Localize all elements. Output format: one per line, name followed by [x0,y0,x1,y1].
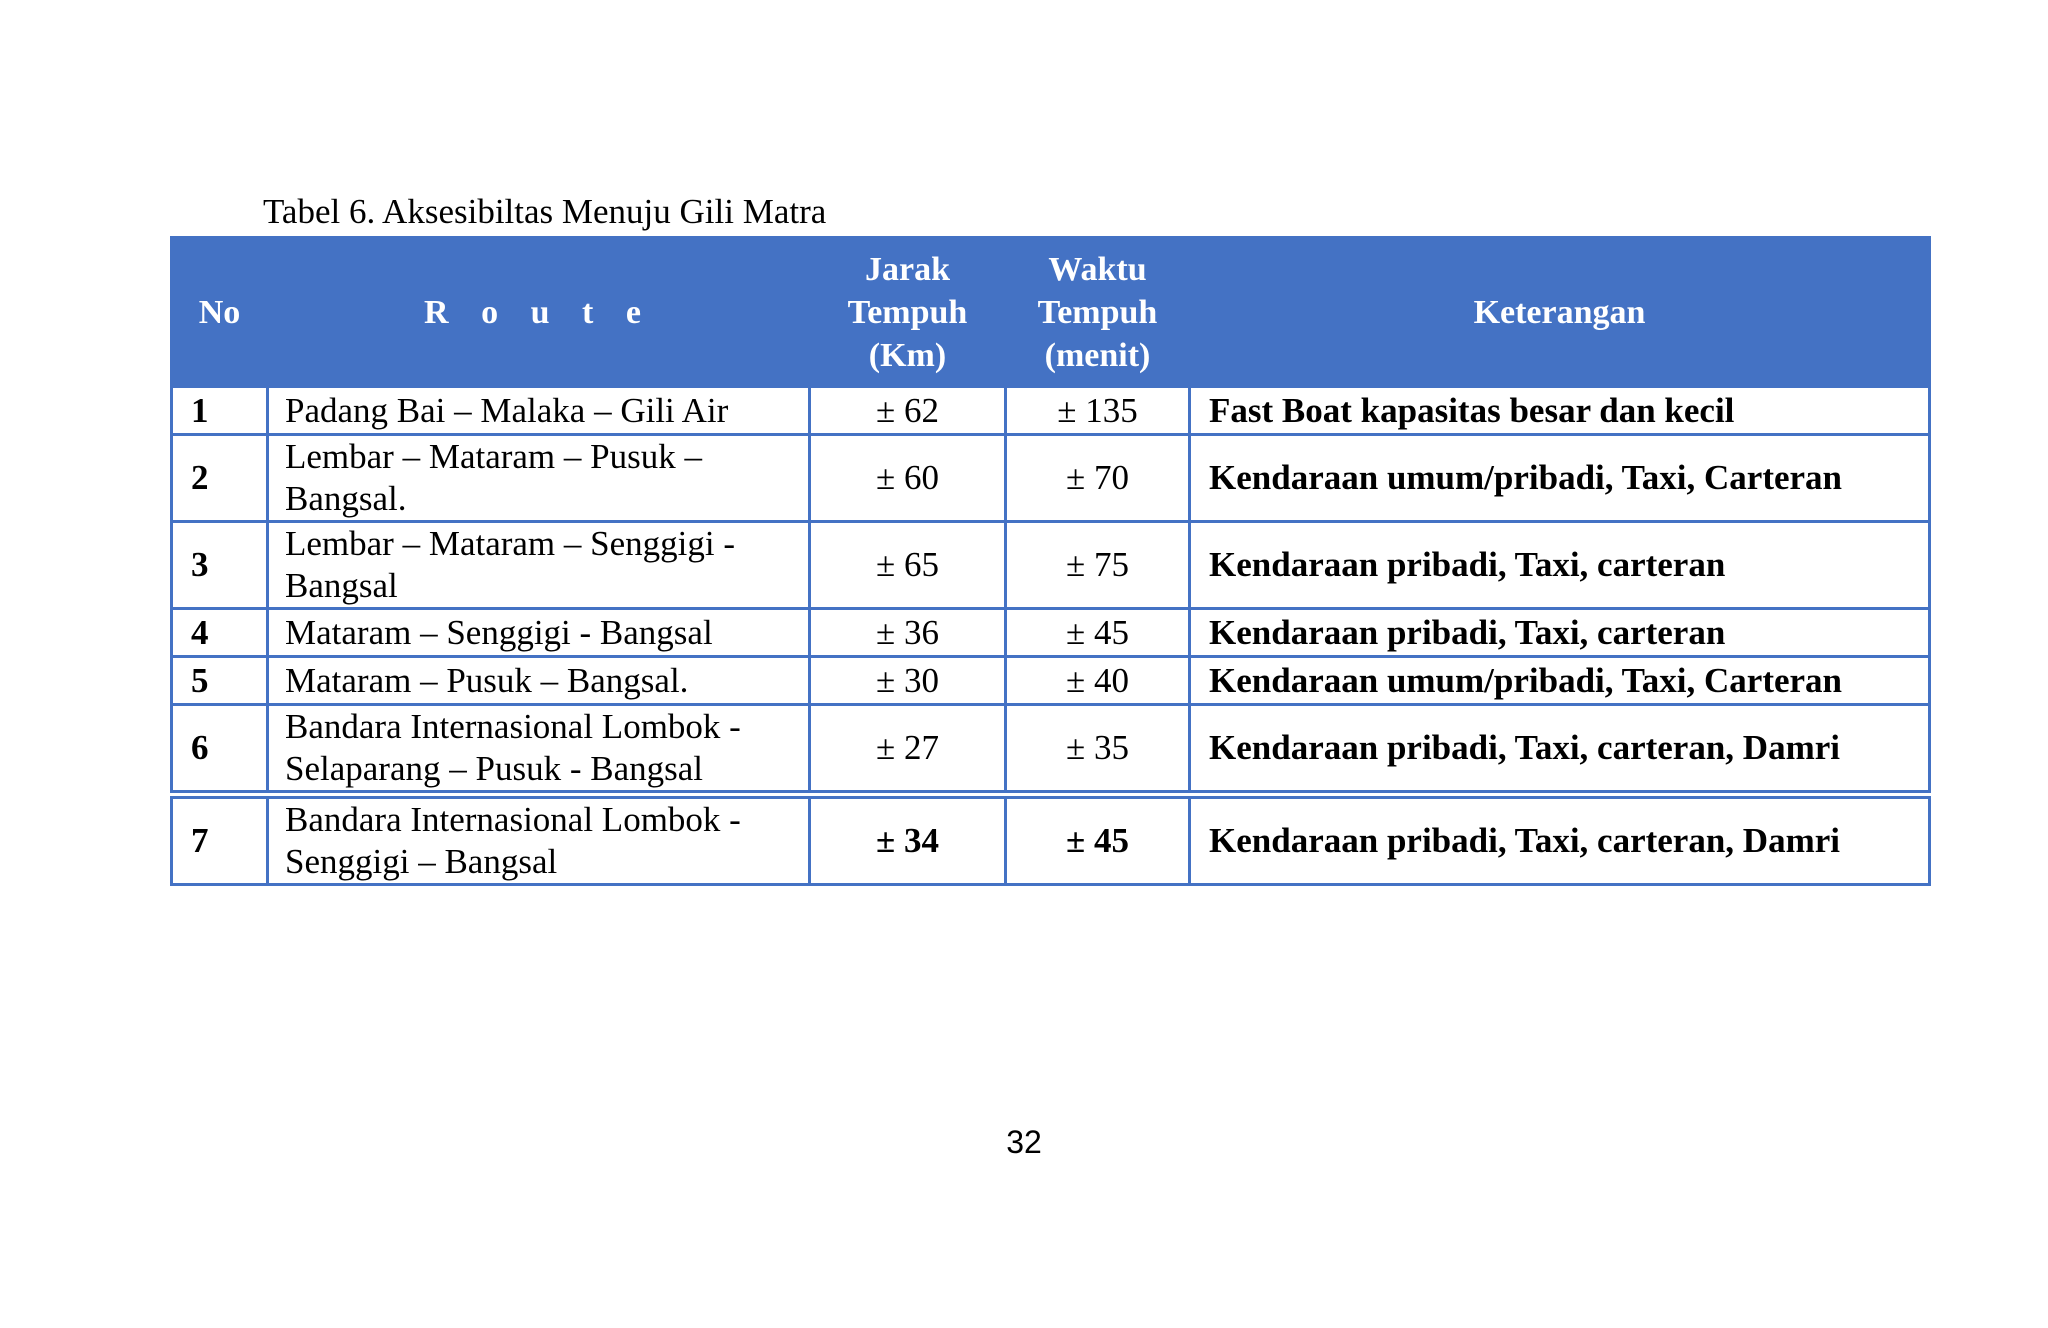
cell-no: 4 [172,609,268,657]
table-row [172,435,1930,522]
table-row [172,609,1930,657]
cell-route-line: Mataram – Senggigi - Bangsal [285,612,713,652]
cell-route [268,522,810,609]
header-jarak-line: Jarak [865,250,950,288]
cell-route [268,705,810,795]
cell-route-line: Lembar – Mataram – Senggigi - [285,524,736,563]
header-jarak-line: Tempuh [847,293,968,331]
cell-jarak: ± 27 [810,705,1006,795]
cell-route-line: Bangsal [285,566,398,605]
accessibility-table-container [170,236,1928,886]
cell-keterangan: Kendaraan pribadi, Taxi, carteran, Damri [1190,795,1930,885]
cell-waktu: ± 40 [1006,657,1190,705]
header-route: R o u t e [268,238,810,387]
cell-no: 5 [172,657,268,705]
header-jarak [810,238,1006,387]
cell-waktu: ± 75 [1006,522,1190,609]
cell-route-line: Bandara Internasional Lombok - [285,707,741,746]
cell-route-line: Bangsal. [285,479,407,518]
header-keterangan: Keterangan [1190,238,1930,387]
cell-route [268,435,810,522]
accessibility-table [170,236,1931,886]
cell-keterangan: Kendaraan umum/pribadi, Taxi, Carteran [1190,657,1930,705]
cell-route [268,657,810,705]
cell-no: 7 [172,795,268,885]
table-header-row [172,238,1930,387]
cell-waktu: ± 35 [1006,705,1190,795]
cell-route [268,795,810,885]
cell-route [268,387,810,435]
cell-jarak: ± 30 [810,657,1006,705]
cell-route-line: Mataram – Pusuk – Bangsal. [285,660,689,700]
cell-jarak: ± 62 [810,387,1006,435]
cell-no: 2 [172,435,268,522]
table-row [172,522,1930,609]
cell-waktu: ± 135 [1006,387,1190,435]
header-jarak-line: (Km) [868,336,947,374]
cell-keterangan: Kendaraan pribadi, Taxi, carteran [1190,609,1930,657]
cell-no: 1 [172,387,268,435]
header-waktu-line: (menit) [1044,336,1151,374]
cell-no: 3 [172,522,268,609]
cell-keterangan: Kendaraan pribadi, Taxi, carteran, Damri [1190,705,1930,795]
cell-waktu: ± 45 [1006,795,1190,885]
cell-keterangan: Fast Boat kapasitas besar dan kecil [1190,387,1930,435]
table-row [172,657,1930,705]
cell-jarak: ± 60 [810,435,1006,522]
header-no: No [172,238,268,387]
cell-route-line: Padang Bai – Malaka – Gili Air [285,390,729,430]
table-row [172,387,1930,435]
table-caption: Tabel 6. Aksesibiltas Menuju Gili Matra [263,192,827,231]
table-row [172,795,1930,885]
cell-jarak: ± 65 [810,522,1006,609]
cell-jarak: ± 34 [810,795,1006,885]
header-waktu [1006,238,1190,387]
cell-route-line: Bandara Internasional Lombok - [285,800,741,839]
cell-route-line: Lembar – Mataram – Pusuk – [285,437,702,476]
cell-route-line: Selaparang – Pusuk - Bangsal [285,749,703,788]
table-row [172,705,1930,795]
header-waktu-line: Tempuh [1037,293,1158,331]
cell-keterangan: Kendaraan pribadi, Taxi, carteran [1190,522,1930,609]
cell-waktu: ± 45 [1006,609,1190,657]
cell-route [268,609,810,657]
page-number: 32 [1006,1124,1042,1160]
cell-route-line: Senggigi – Bangsal [285,842,558,881]
cell-waktu: ± 70 [1006,435,1190,522]
cell-no: 6 [172,705,268,795]
header-waktu-line: Waktu [1048,250,1147,288]
cell-jarak: ± 36 [810,609,1006,657]
cell-keterangan: Kendaraan umum/pribadi, Taxi, Carteran [1190,435,1930,522]
